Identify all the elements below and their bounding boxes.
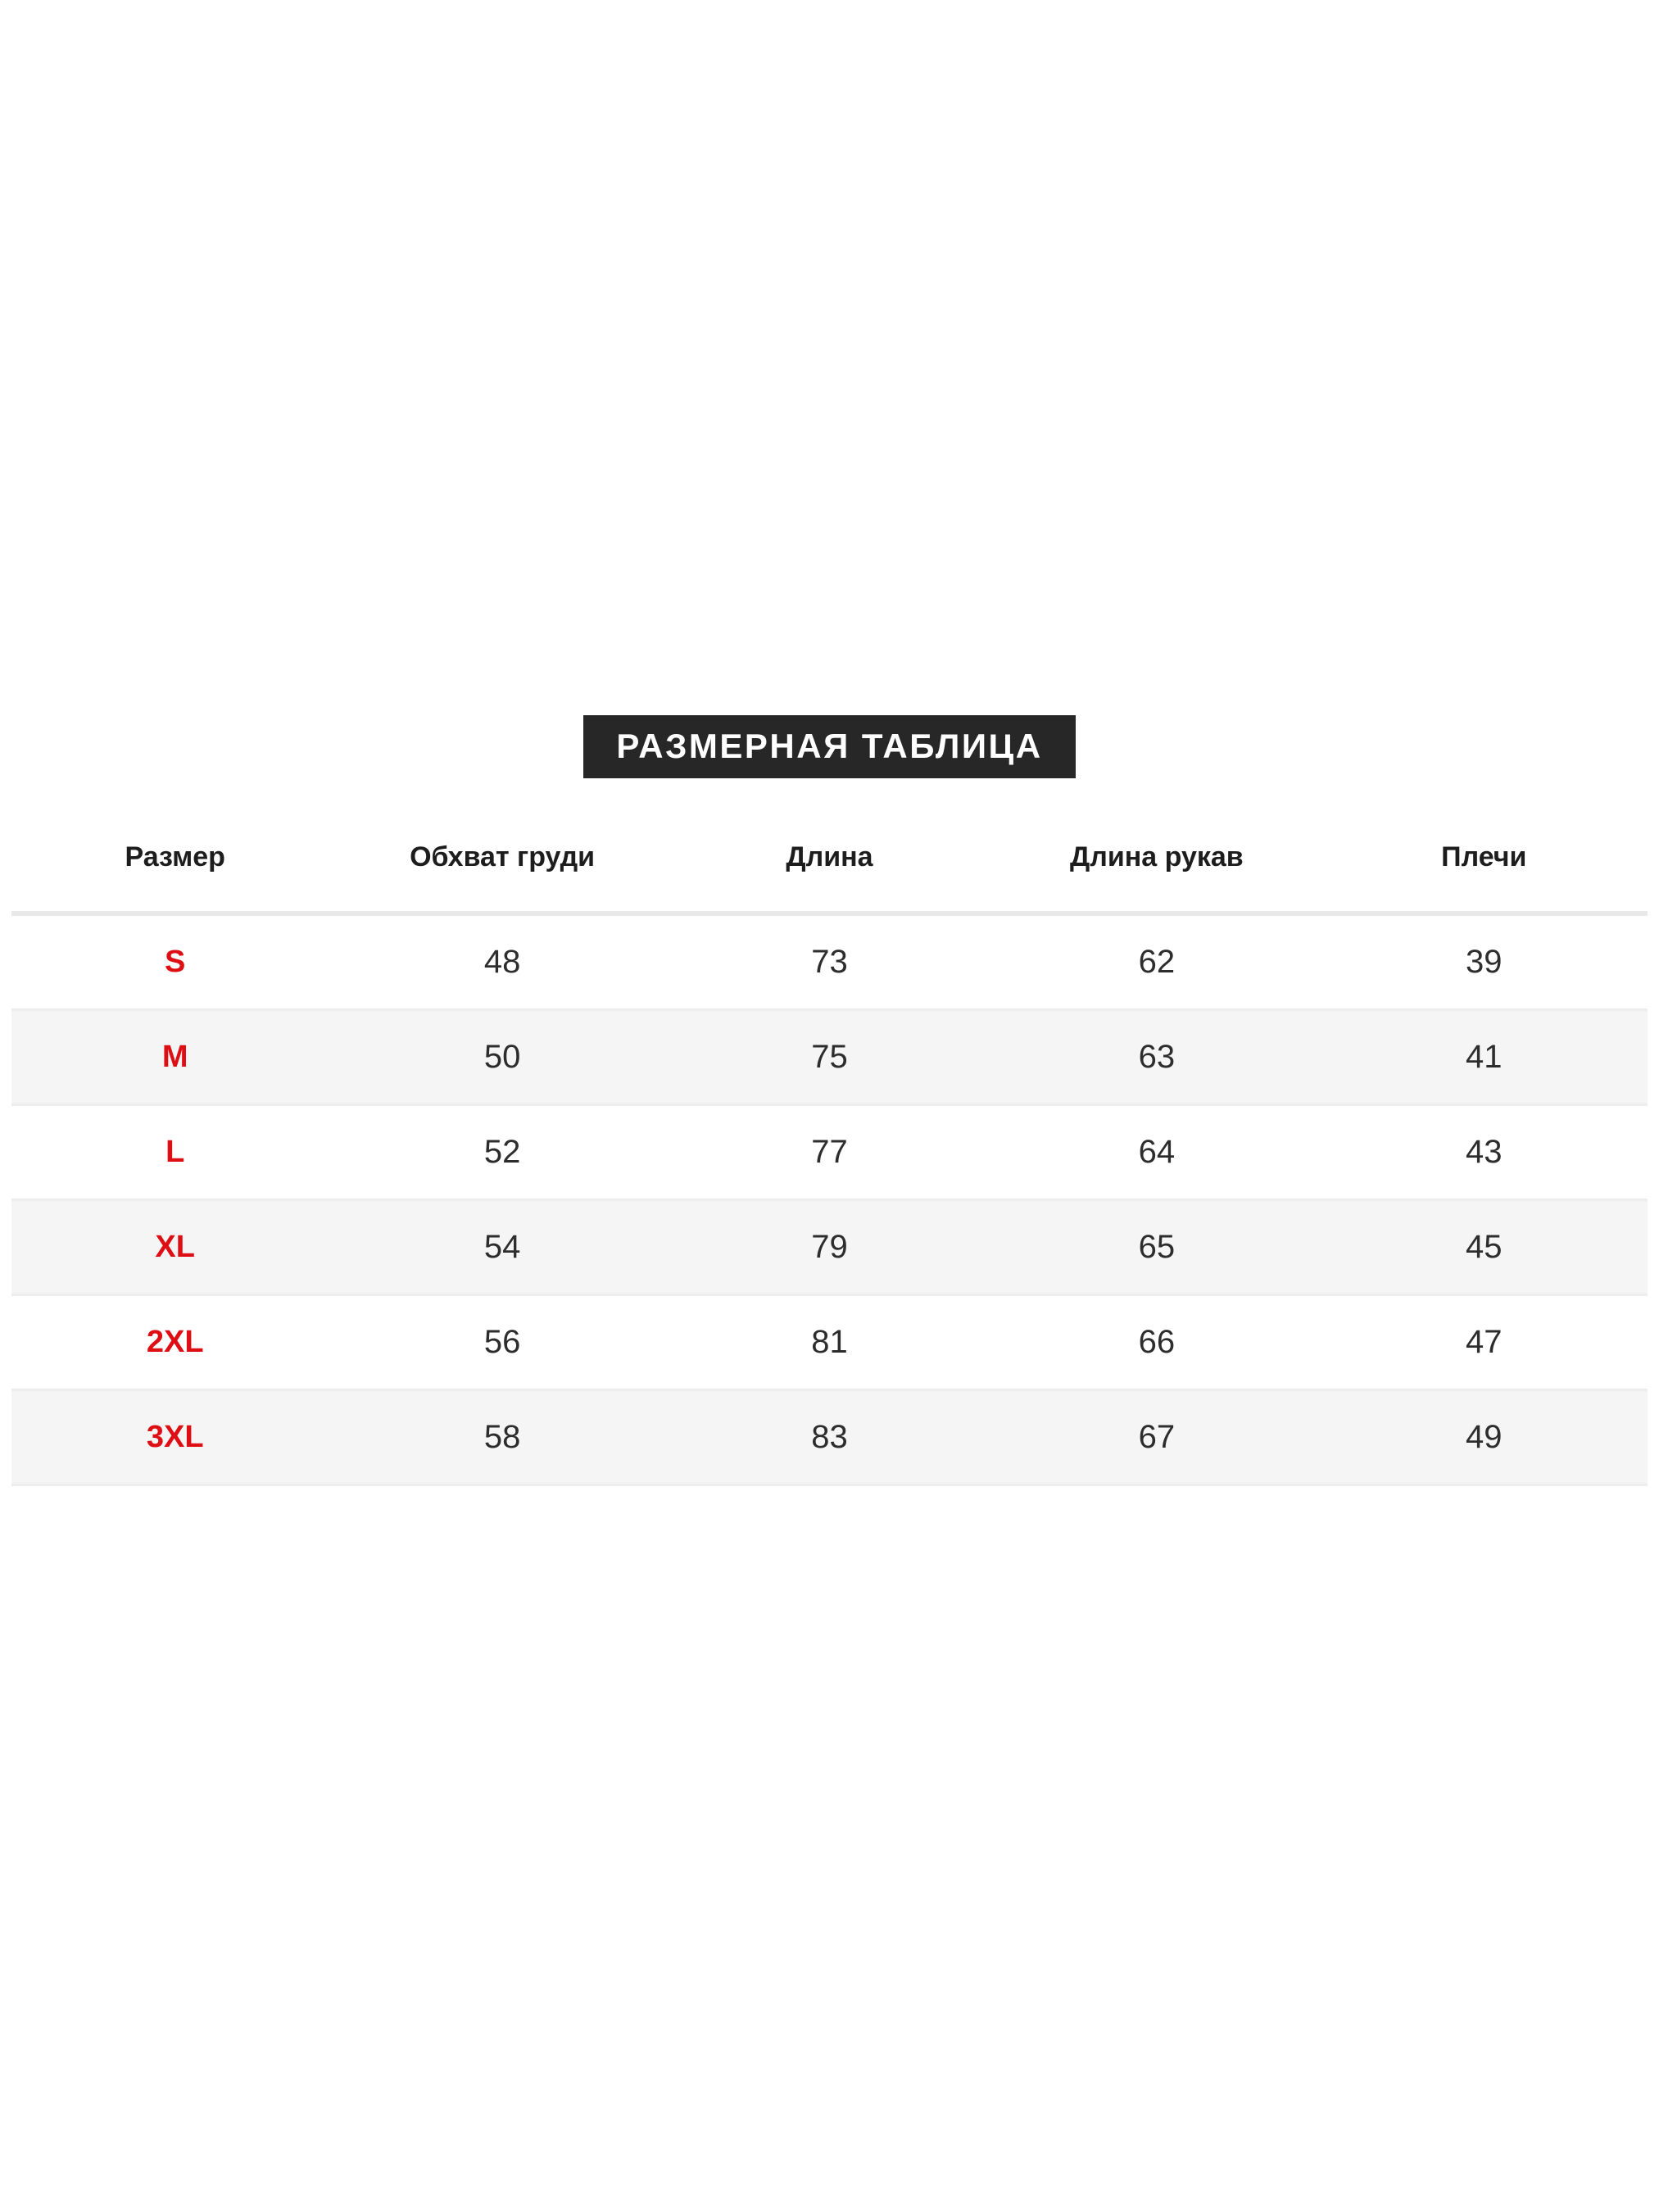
value-cell: 49	[1321, 1390, 1648, 1485]
value-cell: 73	[666, 913, 993, 1010]
table-row	[11, 1200, 1648, 1295]
column-header-length: Длина	[666, 803, 993, 913]
value-cell: 45	[1321, 1200, 1648, 1295]
value-cell: 65	[993, 1200, 1320, 1295]
value-cell: 56	[338, 1295, 665, 1390]
value-cell: 64	[993, 1105, 1320, 1200]
table-row	[11, 1295, 1648, 1390]
column-header-chest: Обхват груди	[338, 803, 665, 913]
table-row	[11, 1105, 1648, 1200]
table-row	[11, 913, 1648, 1010]
value-cell: 58	[338, 1390, 665, 1485]
size-cell: L	[11, 1105, 338, 1200]
value-cell: 39	[1321, 913, 1648, 1010]
value-cell: 54	[338, 1200, 665, 1295]
size-table-body	[11, 913, 1648, 1485]
size-table-header	[11, 803, 1648, 913]
value-cell: 43	[1321, 1105, 1648, 1200]
value-cell: 62	[993, 913, 1320, 1010]
size-cell: M	[11, 1010, 338, 1105]
value-cell: 48	[338, 913, 665, 1010]
value-cell: 47	[1321, 1295, 1648, 1390]
column-header-sleeve: Длина рукав	[993, 803, 1320, 913]
size-table	[11, 803, 1648, 1486]
value-cell: 41	[1321, 1010, 1648, 1105]
column-header-shoulder: Плечи	[1321, 803, 1648, 913]
column-header-size: Размер	[11, 803, 338, 913]
size-cell: 3XL	[11, 1390, 338, 1485]
value-cell: 67	[993, 1390, 1320, 1485]
header-row	[11, 803, 1648, 913]
value-cell: 77	[666, 1105, 993, 1200]
size-cell: S	[11, 913, 338, 1010]
value-cell: 50	[338, 1010, 665, 1105]
value-cell: 75	[666, 1010, 993, 1105]
size-cell: 2XL	[11, 1295, 338, 1390]
value-cell: 52	[338, 1105, 665, 1200]
page-title	[583, 715, 1075, 778]
size-cell: XL	[11, 1200, 338, 1295]
table-row	[11, 1010, 1648, 1105]
table-row	[11, 1390, 1648, 1485]
value-cell: 79	[666, 1200, 993, 1295]
value-cell: 83	[666, 1390, 993, 1485]
value-cell: 66	[993, 1295, 1320, 1390]
page-title-text: РАЗМЕРНАЯ ТАБЛИЦА	[616, 727, 1043, 765]
value-cell: 81	[666, 1295, 993, 1390]
value-cell: 63	[993, 1010, 1320, 1105]
